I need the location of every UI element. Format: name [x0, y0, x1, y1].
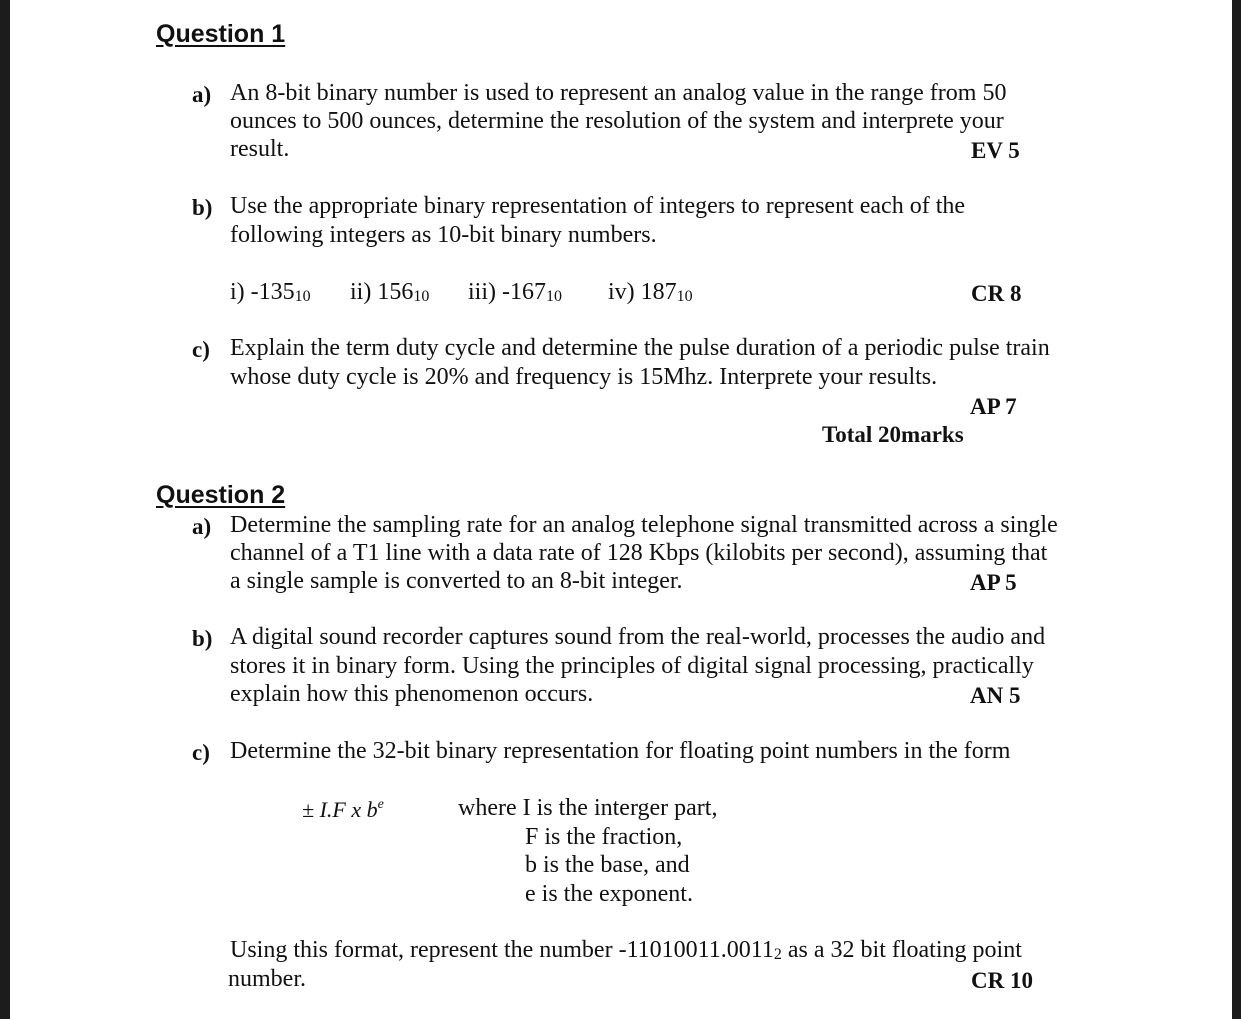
- where-line-3: b is the base, and: [525, 852, 690, 878]
- q2c-mark: CR 10: [971, 968, 1033, 993]
- q2a-line-2: channel of a T1 line with a data rate of 128 Kbps (kilobits per second), assuming that: [230, 540, 1048, 566]
- q2a-line-1: Determine the sampling rate for an analog telephone signal transmitted across a single: [230, 512, 1058, 538]
- q1c-mark: AP 7: [970, 394, 1017, 419]
- where-line-2: F is the fraction,: [525, 824, 683, 850]
- q1a-line-2: ounces to 500 ounces, determine the resolution of the system and interprete your: [230, 108, 1004, 134]
- q1b-mark: CR 8: [971, 281, 1022, 306]
- q1a-line-3: result.: [230, 136, 290, 162]
- q1b-item-1: i) $-135_{10}$: [230, 279, 311, 305]
- question-1-heading: Question 1: [156, 20, 286, 48]
- q2c-line-1: Determine the 32-bit binary representation for floating point numbers in the form: [230, 738, 1011, 764]
- q1a-mark: EV 5: [971, 138, 1020, 163]
- q1b-item-2: ii) $156_{10}$: [350, 279, 430, 305]
- q1b-line-2: following integers as 10-bit binary numbers.: [230, 222, 657, 248]
- q1c-line-2: whose duty cycle is 20% and frequency is 15Mhz. Interprete your results.: [230, 364, 938, 390]
- where-line-4: e is the exponent.: [525, 881, 693, 907]
- q1a-line-1: An 8-bit binary number is used to represent an analog value in the range from 50: [230, 80, 1007, 106]
- q2a-mark: AP 5: [970, 570, 1017, 595]
- float-formula: ± I.F x $b^e$: [302, 797, 384, 822]
- where-line-1: where I is the interger part,: [458, 795, 718, 821]
- q2a-label: a): [192, 514, 212, 539]
- q1b-line-1: Use the appropriate binary representation of integers to represent each of the: [230, 193, 966, 219]
- q2c-using-line-2: number.: [228, 966, 306, 992]
- q1b-item-3: iii) $-167_{10}$: [468, 279, 562, 305]
- q2b-line-2: stores it in binary form. Using the principles of digital signal processing, practically: [230, 653, 1034, 679]
- q2c-label: c): [192, 740, 210, 765]
- q2a-line-3: a single sample is converted to an 8-bit integer.: [230, 568, 683, 594]
- q1c-line-1: Explain the term duty cycle and determine the pulse duration of a periodic pulse train: [230, 335, 1050, 361]
- q1b-item-4: iv) $187_{10}$: [608, 279, 693, 305]
- q2b-line-3: explain how this phenomenon occurs.: [230, 681, 594, 707]
- document-page: [10, 0, 1232, 1019]
- q1a-label: a): [192, 82, 212, 107]
- q1b-label: b): [192, 195, 213, 220]
- q2b-line-1: A digital sound recorder captures sound from the real-world, processes the audio and: [230, 624, 1046, 650]
- q2b-label: b): [192, 626, 213, 651]
- q2b-mark: AN 5: [970, 683, 1021, 708]
- q2c-using-line-1: Using this format, represent the number $-11010011.0011_2$ as a 32 bit floating point: [230, 937, 1022, 963]
- question-2-heading: Question 2: [156, 481, 286, 509]
- q1c-label: c): [192, 337, 210, 362]
- q1-total-marks: Total 20marks: [822, 422, 964, 447]
